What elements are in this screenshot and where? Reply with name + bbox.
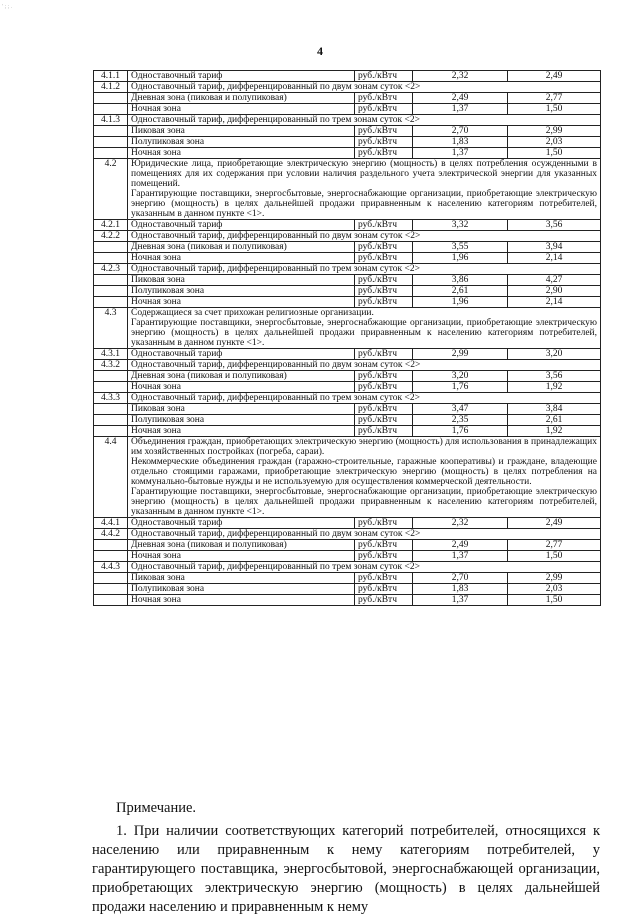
tariff-value-2: 2,49 — [508, 518, 601, 529]
unit: руб./кВтч — [355, 415, 413, 426]
row-number: 4.2.2 — [94, 231, 128, 242]
tariff-name: Полупиковая зона — [128, 415, 355, 426]
tariff-value-1: 1,83 — [413, 584, 508, 595]
tariff-value-2: 3,20 — [508, 349, 601, 360]
table-row — [94, 93, 601, 104]
unit: руб./кВтч — [355, 573, 413, 584]
description-paragraph: Содержащиеся за счет прихожан религиозные организации. — [131, 308, 374, 318]
tariff-group-label: Одноставочный тариф, дифференцированный по трем зонам суток <2> — [128, 562, 601, 573]
table-row — [94, 242, 601, 253]
row-number: 4.3.1 — [94, 349, 128, 360]
table-row — [94, 297, 601, 308]
row-number — [94, 93, 128, 104]
row-number — [94, 404, 128, 415]
tariff-value-2: 2,90 — [508, 286, 601, 297]
table-row — [94, 220, 601, 231]
tariff-name: Пиковая зона — [128, 573, 355, 584]
row-number: 4.4.3 — [94, 562, 128, 573]
tariff-name: Дневная зона (пиковая и полупиковая) — [128, 371, 355, 382]
tariff-value-1: 2,61 — [413, 286, 508, 297]
tariff-value-1: 1,37 — [413, 148, 508, 159]
row-number — [94, 371, 128, 382]
tariff-value-2: 2,61 — [508, 415, 601, 426]
row-number: 4.4.2 — [94, 529, 128, 540]
tariff-name: Одноставочный тариф — [128, 220, 355, 231]
description-paragraph: Юридические лица, приобретающие электрическую энергию (мощность) в целях потребления осужденными в помещениях для их содержания при условии наличия раздельного учета электрической энергии для указанных помещений. — [131, 159, 597, 189]
tariff-value-1: 1,96 — [413, 297, 508, 308]
tariff-value-2: 1,50 — [508, 104, 601, 115]
table-row — [94, 82, 601, 93]
category-description — [128, 437, 601, 518]
tariff-value-1: 1,37 — [413, 551, 508, 562]
tariff-value-1: 2,99 — [413, 349, 508, 360]
unit: руб./кВтч — [355, 242, 413, 253]
tariff-value-2: 3,56 — [508, 220, 601, 231]
tariff-value-1: 1,37 — [413, 104, 508, 115]
tariff-value-1: 1,83 — [413, 137, 508, 148]
tariff-group-label: Одноставочный тариф, дифференцированный по трем зонам суток <2> — [128, 393, 601, 404]
table-row — [94, 382, 601, 393]
unit: руб./кВтч — [355, 93, 413, 104]
tariff-value-2: 1,92 — [508, 426, 601, 437]
row-number: 4.3 — [94, 308, 128, 349]
tariff-value-2: 4,27 — [508, 275, 601, 286]
tariff-value-2: 2,99 — [508, 126, 601, 137]
row-number — [94, 584, 128, 595]
unit: руб./кВтч — [355, 253, 413, 264]
category-description — [128, 159, 601, 220]
description-paragraph: Объединения граждан, приобретающих электрическую энергию (мощность) для использования в принадлежащих им хозяйственных постройках (погреба, сараи). — [131, 437, 597, 457]
tariff-table — [93, 70, 601, 606]
unit: руб./кВтч — [355, 297, 413, 308]
table-row — [94, 371, 601, 382]
table-row — [94, 518, 601, 529]
row-number — [94, 540, 128, 551]
tariff-name: Полупиковая зона — [128, 584, 355, 595]
description-paragraph: Гарантирующие поставщики, энергосбытовые, энергоснабжающие организации, приобретающие электрическую энергию (мощность) в целях дальнейшей продажи приравненным к населению категориям потребителей, указанным в данном пункте <1>. — [131, 189, 597, 219]
table-row — [94, 437, 601, 518]
tariff-name: Пиковая зона — [128, 404, 355, 415]
tariff-value-1: 2,32 — [413, 71, 508, 82]
row-number: 4.4.1 — [94, 518, 128, 529]
tariff-value-2: 1,92 — [508, 382, 601, 393]
tariff-value-1: 2,49 — [413, 540, 508, 551]
row-number — [94, 104, 128, 115]
tariff-value-2: 2,77 — [508, 540, 601, 551]
tariff-value-1: 1,96 — [413, 253, 508, 264]
table-row — [94, 595, 601, 606]
tariff-value-1: 1,37 — [413, 595, 508, 606]
tariff-name: Одноставочный тариф — [128, 349, 355, 360]
table-row — [94, 584, 601, 595]
row-number — [94, 573, 128, 584]
unit: руб./кВтч — [355, 540, 413, 551]
tariff-value-1: 3,47 — [413, 404, 508, 415]
tariff-value-1: 3,55 — [413, 242, 508, 253]
tariff-value-2: 1,50 — [508, 595, 601, 606]
tariff-value-2: 1,50 — [508, 551, 601, 562]
row-number: 4.3.3 — [94, 393, 128, 404]
tariff-name: Ночная зона — [128, 551, 355, 562]
table-row — [94, 159, 601, 220]
tariff-name: Пиковая зона — [128, 126, 355, 137]
tariff-value-2: 1,50 — [508, 148, 601, 159]
table-row — [94, 308, 601, 349]
tariff-value-1: 3,20 — [413, 371, 508, 382]
tariff-name: Ночная зона — [128, 104, 355, 115]
table-row — [94, 393, 601, 404]
table-row — [94, 360, 601, 371]
unit: руб./кВтч — [355, 275, 413, 286]
unit: руб./кВтч — [355, 104, 413, 115]
unit: руб./кВтч — [355, 404, 413, 415]
table-row — [94, 551, 601, 562]
tariff-group-label: Одноставочный тариф, дифференцированный по трем зонам суток <2> — [128, 264, 601, 275]
table-row — [94, 104, 601, 115]
row-number — [94, 126, 128, 137]
tariff-value-2: 3,94 — [508, 242, 601, 253]
row-number — [94, 253, 128, 264]
tariff-value-1: 3,86 — [413, 275, 508, 286]
table-row — [94, 253, 601, 264]
table-row — [94, 286, 601, 297]
row-number — [94, 415, 128, 426]
row-number — [94, 148, 128, 159]
table-row — [94, 264, 601, 275]
table-row — [94, 404, 601, 415]
unit: руб./кВтч — [355, 595, 413, 606]
table-row — [94, 115, 601, 126]
unit: руб./кВтч — [355, 220, 413, 231]
scan-noise: ' ; ; . — [2, 4, 13, 10]
table-row — [94, 275, 601, 286]
table-row — [94, 529, 601, 540]
tariff-value-1: 2,49 — [413, 93, 508, 104]
tariff-value-2: 2,99 — [508, 573, 601, 584]
tariff-name: Дневная зона (пиковая и полупиковая) — [128, 93, 355, 104]
row-number: 4.1.2 — [94, 82, 128, 93]
tariff-value-2: 2,14 — [508, 253, 601, 264]
unit: руб./кВтч — [355, 551, 413, 562]
table-row — [94, 562, 601, 573]
tariff-group-label: Одноставочный тариф, дифференцированный по двум зонам суток <2> — [128, 360, 601, 371]
table-row — [94, 148, 601, 159]
row-number — [94, 286, 128, 297]
tariff-value-1: 1,76 — [413, 382, 508, 393]
row-number — [94, 242, 128, 253]
row-number: 4.4 — [94, 437, 128, 518]
note-body: 1. При наличии соответствующих категорий потребителей, относящихся к населению или приравненным к нему категориям потребителей, у гарантирующего поставщика, энергосбытовой, энергоснабжающей организации, приобретающих электрическую энергию (мощность) в целях дальнейшей продажи населению и приравненным к нему — [92, 823, 600, 915]
row-number — [94, 551, 128, 562]
unit: руб./кВтч — [355, 126, 413, 137]
unit: руб./кВтч — [355, 371, 413, 382]
unit: руб./кВтч — [355, 137, 413, 148]
row-number: 4.1.3 — [94, 115, 128, 126]
row-number — [94, 137, 128, 148]
tariff-name: Ночная зона — [128, 297, 355, 308]
tariff-name: Ночная зона — [128, 148, 355, 159]
table-row — [94, 137, 601, 148]
table-row — [94, 415, 601, 426]
tariff-group-label: Одноставочный тариф, дифференцированный по двум зонам суток <2> — [128, 82, 601, 93]
tariff-name: Полупиковая зона — [128, 137, 355, 148]
table-row — [94, 573, 601, 584]
table-row — [94, 349, 601, 360]
tariff-value-1: 2,32 — [413, 518, 508, 529]
row-number — [94, 297, 128, 308]
row-number: 4.3.2 — [94, 360, 128, 371]
row-number: 4.2.1 — [94, 220, 128, 231]
table-row — [94, 540, 601, 551]
tariff-name: Пиковая зона — [128, 275, 355, 286]
tariff-name: Ночная зона — [128, 595, 355, 606]
tariff-value-1: 2,70 — [413, 573, 508, 584]
row-number — [94, 382, 128, 393]
tariff-name: Ночная зона — [128, 426, 355, 437]
page-number: 4 — [317, 44, 323, 58]
unit: руб./кВтч — [355, 518, 413, 529]
row-number: 4.2 — [94, 159, 128, 220]
tariff-value-2: 3,84 — [508, 404, 601, 415]
description-paragraph: Гарантирующие поставщики, энергосбытовые, энергоснабжающие организации, приобретающие электрическую энергию (мощность) в целях дальнейшей продажи приравненным к населению категориям потребителей, указанным в данном пункте <1>. — [131, 318, 597, 348]
tariff-value-2: 2,49 — [508, 71, 601, 82]
tariff-value-1: 3,32 — [413, 220, 508, 231]
tariff-name: Дневная зона (пиковая и полупиковая) — [128, 540, 355, 551]
unit: руб./кВтч — [355, 349, 413, 360]
row-number — [94, 426, 128, 437]
tariff-value-2: 3,56 — [508, 371, 601, 382]
note-section — [92, 799, 600, 917]
unit: руб./кВтч — [355, 148, 413, 159]
tariff-value-2: 2,03 — [508, 584, 601, 595]
row-number — [94, 595, 128, 606]
table-row — [94, 126, 601, 137]
tariff-value-2: 2,77 — [508, 93, 601, 104]
tariff-group-label: Одноставочный тариф, дифференцированный по двум зонам суток <2> — [128, 231, 601, 242]
table-row — [94, 426, 601, 437]
tariff-value-1: 2,35 — [413, 415, 508, 426]
tariff-name: Одноставочный тариф — [128, 518, 355, 529]
tariff-group-label: Одноставочный тариф, дифференцированный по двум зонам суток <2> — [128, 529, 601, 540]
tariff-value-1: 2,70 — [413, 126, 508, 137]
tariff-name: Полупиковая зона — [128, 286, 355, 297]
unit: руб./кВтч — [355, 382, 413, 393]
description-paragraph: Гарантирующие поставщики, энергосбытовые, энергоснабжающие организации, приобретающие электрическую энергию (мощность) в целях дальнейшей продажи приравненным к населению категориям потребителей, указанным в данном пункте <1>. — [131, 487, 597, 517]
tariff-value-2: 2,14 — [508, 297, 601, 308]
unit: руб./кВтч — [355, 71, 413, 82]
tariff-name: Одноставочный тариф — [128, 71, 355, 82]
table-row — [94, 71, 601, 82]
row-number: 4.2.3 — [94, 264, 128, 275]
unit: руб./кВтч — [355, 426, 413, 437]
tariff-name: Ночная зона — [128, 382, 355, 393]
tariff-value-2: 2,03 — [508, 137, 601, 148]
tariff-name: Дневная зона (пиковая и полупиковая) — [128, 242, 355, 253]
tariff-group-label: Одноставочный тариф, дифференцированный по трем зонам суток <2> — [128, 115, 601, 126]
description-paragraph: Некоммерческие объединения граждан (гаражно-строительные, гаражные кооперативы) и граждане, владеющие отдельно стоящими гаражами, приобретающие электрическую энергию (мощность) в целях потребления на коммунально-бытовые нужды и не используемую для осуществления коммерческой деятельности. — [131, 457, 597, 487]
category-description — [128, 308, 601, 349]
tariff-value-1: 1,76 — [413, 426, 508, 437]
row-number: 4.1.1 — [94, 71, 128, 82]
unit: руб./кВтч — [355, 286, 413, 297]
unit: руб./кВтч — [355, 584, 413, 595]
table-row — [94, 231, 601, 242]
note-title: Примечание. — [116, 800, 197, 816]
row-number — [94, 275, 128, 286]
tariff-name: Ночная зона — [128, 253, 355, 264]
